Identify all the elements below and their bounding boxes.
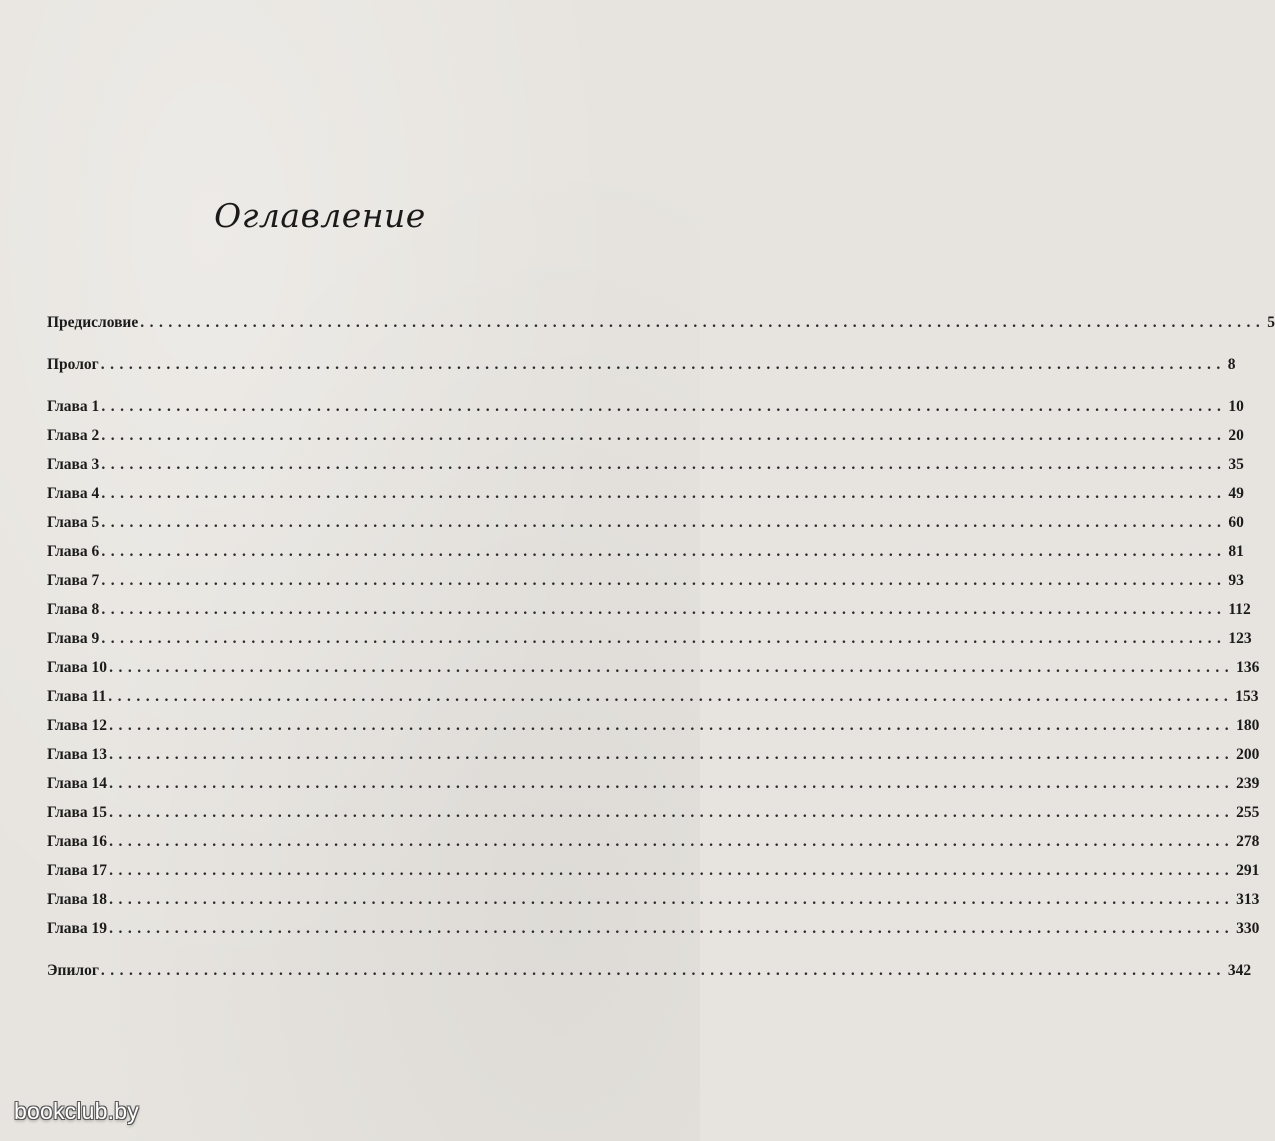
toc-entry (47, 962, 1252, 991)
toc-entry-label: Глава 9 (47, 630, 100, 647)
toc-entry-label: Глава 4 (47, 485, 100, 502)
dot-leader: ........................................................................................................................ (101, 514, 1227, 531)
toc-entry-label: Глава 15 (47, 804, 108, 821)
toc-entry-page: 313 (1236, 891, 1260, 908)
toc-entry (47, 833, 1260, 862)
toc-entry-page: 180 (1236, 717, 1260, 734)
toc-entry-page: 81 (1228, 543, 1244, 560)
dot-leader: ........................................................................................................................ (109, 775, 1235, 792)
toc-entry (47, 543, 1244, 572)
toc-entry (47, 804, 1260, 833)
toc-entry (47, 775, 1260, 804)
toc-entry-page: 20 (1228, 427, 1244, 444)
toc-entry (47, 746, 1260, 775)
toc-entry-label: Глава 17 (47, 862, 108, 879)
toc-entry-page: 136 (1236, 659, 1260, 676)
toc-entry-page: 60 (1228, 514, 1244, 531)
dot-leader: ........................................................................................................................ (109, 717, 1235, 734)
table-of-contents (47, 314, 1275, 991)
dot-leader: ........................................................................................................................ (101, 601, 1227, 618)
toc-entry-label: Глава 18 (47, 891, 108, 908)
toc-entry-page: 291 (1236, 862, 1260, 879)
toc-entry-page: 342 (1227, 962, 1252, 979)
toc-entry-page: 278 (1236, 833, 1260, 850)
toc-entry (47, 572, 1244, 601)
toc-entry-label: Пролог (47, 356, 99, 373)
toc-entry (47, 427, 1244, 456)
toc-entry-page: 10 (1228, 398, 1244, 415)
dot-leader: ........................................................................................................................ (109, 862, 1235, 879)
dot-leader: ........................................................................................................................ (109, 891, 1235, 908)
toc-entry-label: Глава 14 (47, 775, 108, 792)
toc-entry-label: Глава 1 (47, 398, 100, 415)
dot-leader: ........................................................................................................................ (101, 572, 1227, 589)
dot-leader: ........................................................................................................................ (109, 833, 1235, 850)
watermark-text: bookclub.by (14, 1098, 139, 1124)
dot-leader: ........................................................................................................................ (109, 920, 1235, 937)
page-title: Оглавление (214, 196, 426, 235)
toc-entry-label: Глава 3 (47, 456, 100, 473)
toc-entry (47, 920, 1260, 949)
toc-entry-label: Глава 19 (47, 920, 108, 937)
toc-entry-page: 8 (1227, 356, 1236, 373)
toc-entry (47, 659, 1260, 688)
toc-entry (47, 601, 1251, 630)
toc-entry-page: 239 (1236, 775, 1260, 792)
dot-leader: ........................................................................................................................ (100, 356, 1226, 373)
toc-entry (47, 862, 1260, 891)
toc-entry-label: Предисловие (47, 314, 139, 331)
dot-leader: ........................................................................................................................ (100, 962, 1226, 979)
toc-entry-page: 35 (1228, 456, 1244, 473)
toc-entry (47, 456, 1244, 485)
dot-leader: ........................................................................................................................ (101, 630, 1227, 647)
dot-leader: ........................................................................................................................ (140, 314, 1266, 331)
toc-entry-label: Глава 6 (47, 543, 100, 560)
dot-leader: ........................................................................................................................ (101, 427, 1227, 444)
dot-leader: ........................................................................................................................ (101, 456, 1227, 473)
toc-entry-label: Эпилог (47, 962, 99, 979)
toc-entry-label: Глава 10 (47, 659, 108, 676)
toc-entry (47, 356, 1236, 385)
dot-leader: ........................................................................................................................ (109, 659, 1235, 676)
toc-entry-page: 200 (1236, 746, 1260, 763)
toc-entry (47, 717, 1260, 746)
toc-entry (47, 485, 1244, 514)
toc-entry-page: 5 (1267, 314, 1275, 331)
toc-entry-page: 153 (1235, 688, 1259, 705)
toc-entry (47, 314, 1275, 343)
toc-entry-page: 93 (1228, 572, 1244, 589)
toc-entry (47, 398, 1244, 427)
dot-leader: ........................................................................................................................ (109, 746, 1235, 763)
toc-entry-label: Глава 11 (47, 688, 107, 705)
toc-entry (47, 688, 1259, 717)
toc-entry (47, 514, 1244, 543)
toc-entry-page: 330 (1236, 920, 1260, 937)
dot-leader: ........................................................................................................................ (101, 398, 1227, 415)
toc-entry (47, 630, 1252, 659)
toc-entry-page: 123 (1228, 630, 1252, 647)
toc-entry-label: Глава 5 (47, 514, 100, 531)
toc-entry-page: 49 (1228, 485, 1244, 502)
toc-entry (47, 891, 1260, 920)
toc-entry-label: Глава 7 (47, 572, 100, 589)
toc-entry-page: 255 (1236, 804, 1260, 821)
dot-leader: ........................................................................................................................ (101, 485, 1227, 502)
toc-entry-label: Глава 12 (47, 717, 108, 734)
toc-entry-label: Глава 8 (47, 601, 100, 618)
dot-leader: ........................................................................................................................ (101, 543, 1227, 560)
dot-leader: ........................................................................................................................ (109, 804, 1235, 821)
toc-entry-label: Глава 16 (47, 833, 108, 850)
toc-entry-label: Глава 2 (47, 427, 100, 444)
toc-entry-label: Глава 13 (47, 746, 108, 763)
toc-entry-page: 112 (1228, 601, 1251, 618)
dot-leader: ........................................................................................................................ (108, 688, 1234, 705)
